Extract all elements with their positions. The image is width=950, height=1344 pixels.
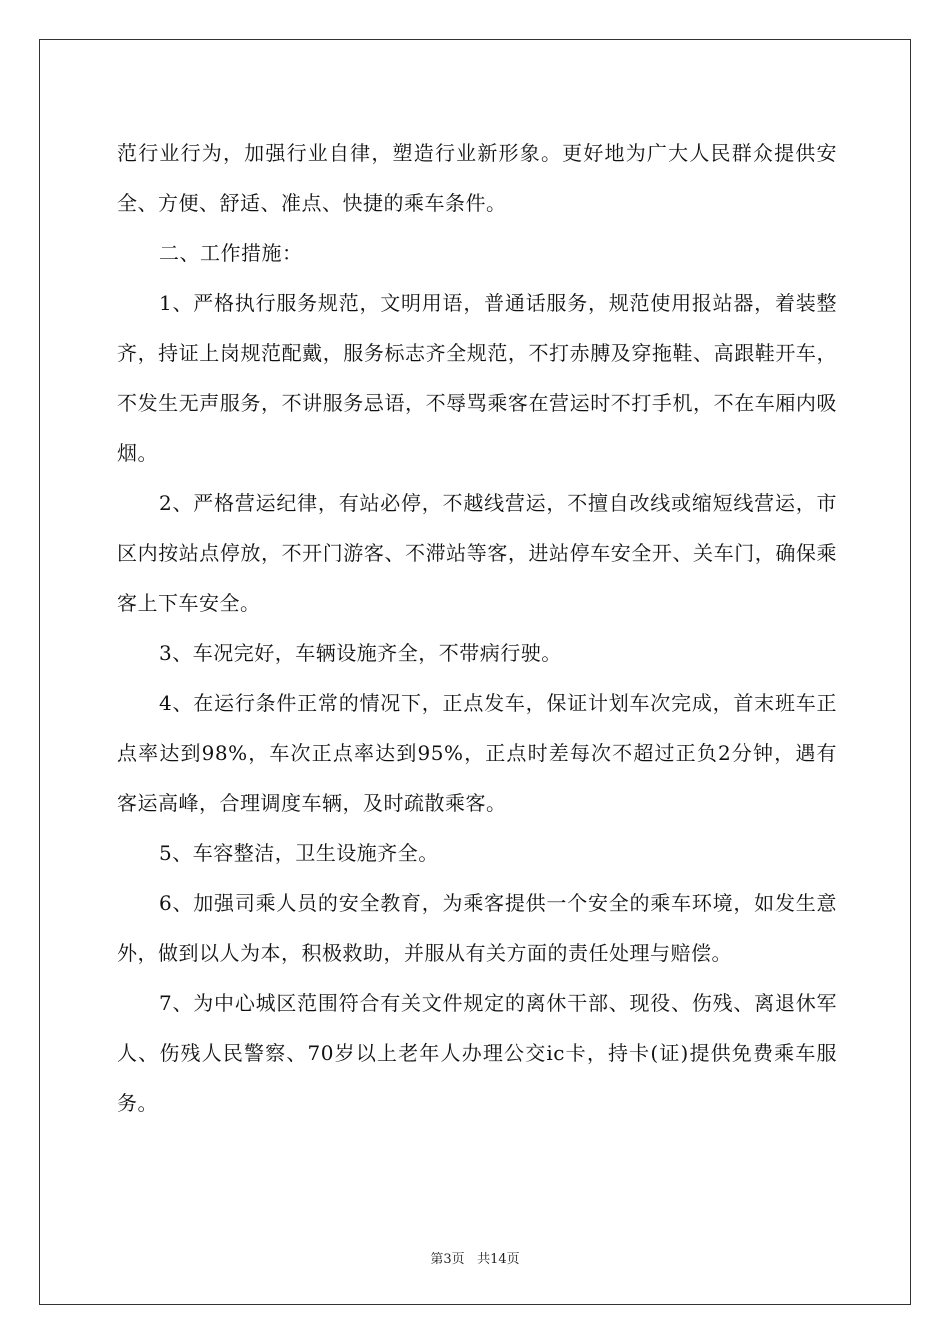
page-number: 第3页 xyxy=(430,1252,465,1267)
page-footer xyxy=(0,1248,950,1267)
paragraph-intro-continued: 范行业行为，加强行业自律，塑造行业新形象。更好地为广大人民群众提供安全、方便、舒适、准点、快捷的乘车条件。 xyxy=(117,141,837,215)
document-body xyxy=(117,128,837,1128)
paragraph-measure-1: 1、严格执行服务规范，文明用语，普通话服务，规范使用报站器，着装整齐，持证上岗规范配戴，服务标志齐全规范，不打赤膊及穿拖鞋、高跟鞋开车，不发生无声服务，不讲服务忌语，不辱骂乘客在营运时不打手机，不在车厢内吸烟。 xyxy=(117,291,837,465)
paragraph-measure-3: 3、车况完好，车辆设施齐全，不带病行驶。 xyxy=(159,641,562,665)
paragraph-measure-5: 5、车容整洁，卫生设施齐全。 xyxy=(159,841,439,865)
paragraph-measure-2: 2、严格营运纪律，有站必停，不越线营运，不擅自改线或缩短线营运，市区内按站点停放，不开门游客、不滞站等客，进站停车安全开、关车门，确保乘客上下车安全。 xyxy=(117,491,837,615)
paragraph-measure-6: 6、加强司乘人员的安全教育，为乘客提供一个安全的乘车环境，如发生意外，做到以人为本，积极救助，并服从有关方面的责任处理与赔偿。 xyxy=(117,891,837,965)
section-heading-work-measures: 二、工作措施： xyxy=(159,241,303,265)
paragraph-measure-7: 7、为中心城区范围符合有关文件规定的离休干部、现役、伤残、离退休军人、伤残人民警察、70岁以上老年人办理公交ic卡，持卡(证)提供免费乘车服务。 xyxy=(117,991,837,1115)
paragraph-measure-4: 4、在运行条件正常的情况下，正点发车，保证计划车次完成，首末班车正点率达到98%，车次正点率达到95%，正点时差每次不超过正负2分钟，遇有客运高峰，合理调度车辆，及时疏散乘客。 xyxy=(117,691,837,815)
page-total: 共14页 xyxy=(477,1252,520,1267)
